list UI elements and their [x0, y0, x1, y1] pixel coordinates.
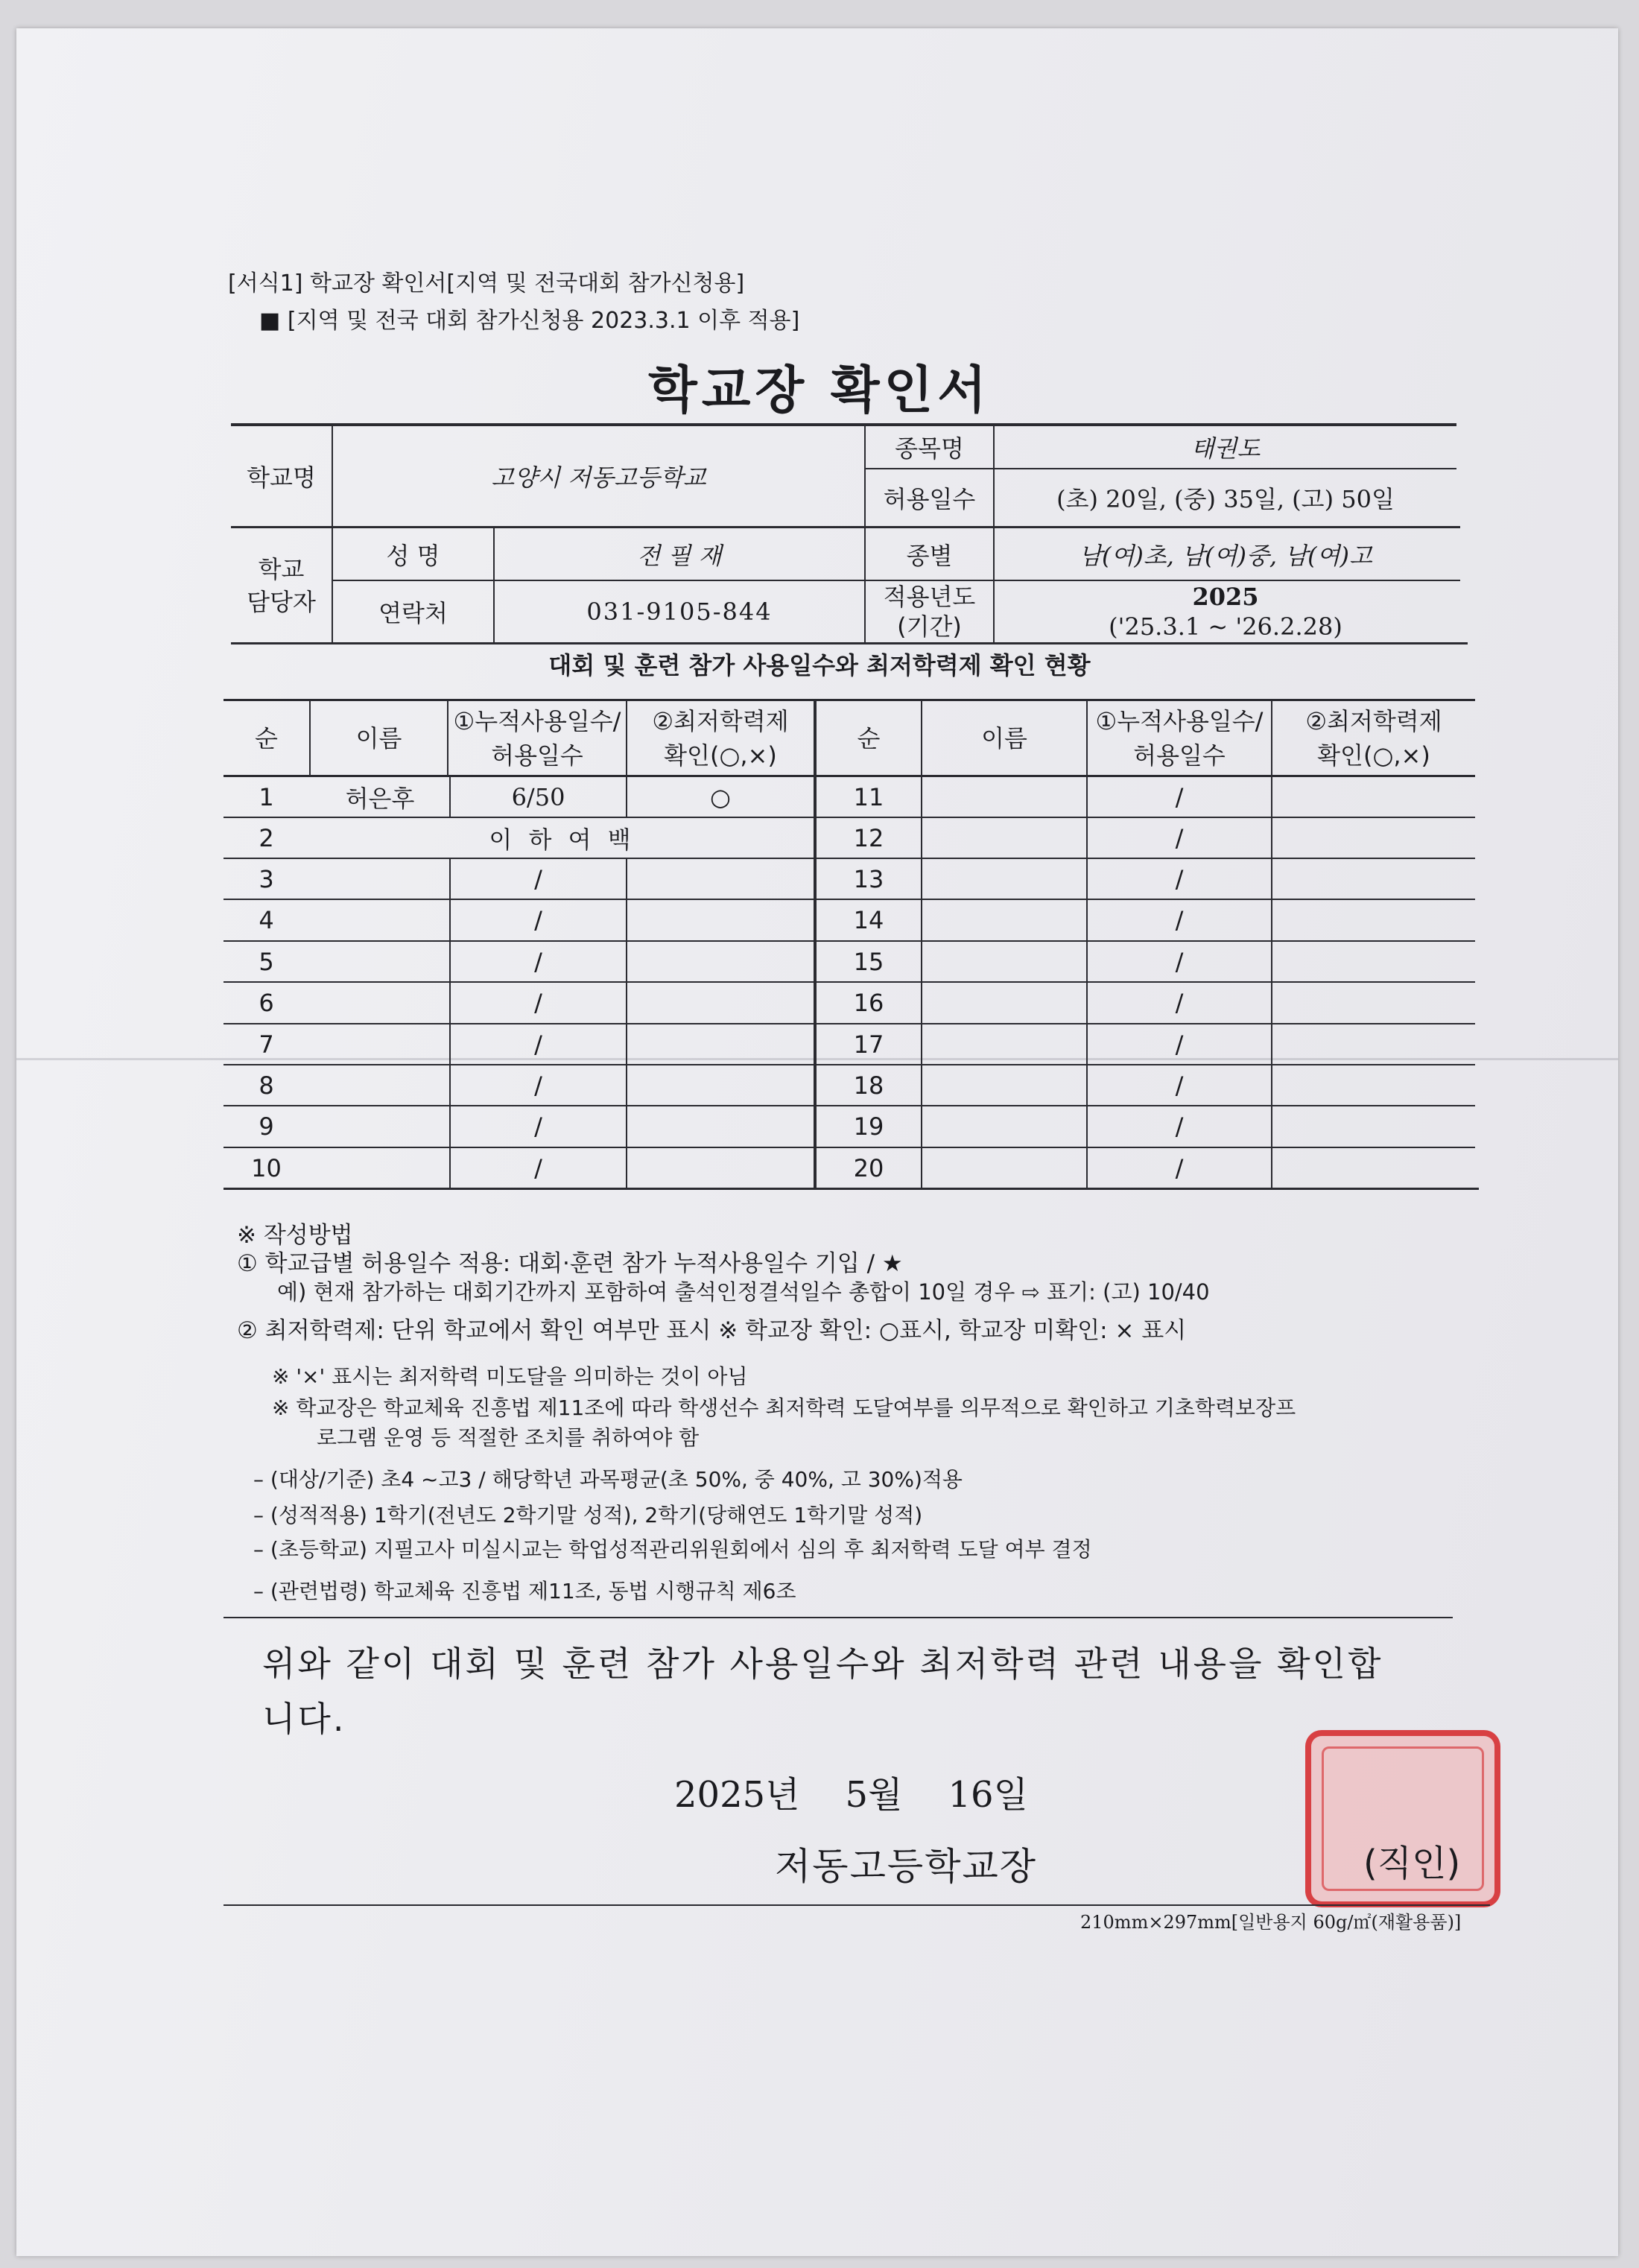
- cumulative-days: /: [534, 1071, 542, 1100]
- academic-check: ○: [710, 782, 731, 811]
- row-number: 9: [259, 1112, 274, 1141]
- cumulative-days: /: [1175, 989, 1184, 1017]
- row-number: 13: [853, 864, 884, 893]
- row-number: 3: [259, 864, 274, 893]
- name-value: 전 필 재: [637, 541, 722, 570]
- header-no-right: 순: [857, 723, 881, 753]
- notes-heading: ※ 작성방법: [237, 1222, 353, 1249]
- remaining-blank-note: 이 하 여 백: [489, 825, 635, 854]
- contact-value: 031-9105-844: [586, 598, 773, 626]
- row-number: 5: [259, 947, 274, 976]
- row-number: 1: [259, 782, 274, 811]
- year-period: ('25.3.1 ~ '26.2.28): [1109, 612, 1342, 641]
- row-number: 16: [853, 989, 884, 1017]
- seal-label: (직인): [1363, 1843, 1461, 1884]
- row-number: 8: [259, 1071, 274, 1100]
- cumulative-days: /: [534, 989, 542, 1017]
- sport-value: 태권도: [1191, 434, 1261, 463]
- note-1: ① 학교급별 허용일수 적용: 대회·훈련 참가 누적사용일수 기입 / ★: [237, 1250, 903, 1277]
- cumulative-days: /: [1175, 1030, 1184, 1059]
- header-academic-right-line1: ②최저학력제: [1305, 706, 1442, 735]
- header-no-left: 순: [255, 723, 278, 753]
- header-days-left-line1: ①누적사용일수/: [453, 706, 621, 735]
- contact-label: 연락처: [378, 599, 448, 627]
- header-days-right: [1088, 701, 1271, 775]
- header-days-right-line1: ①누적사용일수/: [1095, 706, 1264, 735]
- manager-label: [231, 528, 332, 642]
- header-academic-right-line2: 확인(○,×): [1317, 741, 1430, 770]
- row-number: 11: [853, 782, 884, 811]
- name-label: 성 명: [386, 541, 440, 570]
- row-number: 12: [853, 823, 884, 852]
- header-name-left: 이름: [355, 723, 402, 753]
- header-days-right-line2: 허용일수: [1133, 741, 1226, 770]
- row-number: 7: [259, 1030, 274, 1059]
- header-academic-left-line1: ②최저학력제: [652, 706, 789, 735]
- cumulative-days: /: [1175, 1153, 1184, 1182]
- school-name-label: 학교명: [247, 463, 316, 492]
- cumulative-days: /: [1175, 947, 1184, 976]
- row-number: 6: [259, 989, 274, 1017]
- row-number: 20: [853, 1153, 884, 1182]
- student-name: 허은후: [345, 784, 415, 813]
- year-label: [866, 581, 993, 642]
- header-name-right: 이름: [981, 723, 1027, 753]
- header-academic-right: [1272, 701, 1475, 775]
- year-label-line2: (기간): [897, 612, 962, 641]
- allowed-days-label: 허용일수: [883, 485, 976, 513]
- confirmation-statement: [262, 1636, 1383, 1746]
- status-title: 대회 및 훈련 참가 사용일수와 최저학력제 확인 현황: [548, 651, 1091, 680]
- year-label-line1: 적용년도: [883, 583, 976, 611]
- note-2-b-continued: 로그램 운영 등 적절한 조치를 취하여야 함: [317, 1425, 700, 1450]
- document-title: 학교장 확인서: [648, 361, 991, 420]
- detail-elementary: – (초등학교) 지필고사 미실시교는 학업성적관리위원회에서 심의 후 최저학력 도달 여부 결정: [253, 1537, 1092, 1562]
- applicability-note: ■ [지역 및 전국 대회 참가신청용 2023.3.1 이후 적용]: [259, 308, 800, 334]
- header-academic-left: [627, 701, 814, 775]
- cumulative-days: /: [1175, 1112, 1184, 1141]
- cumulative-days: /: [1175, 1071, 1184, 1100]
- row-number: 10: [251, 1153, 282, 1182]
- row-number: 4: [259, 906, 274, 934]
- cumulative-days: /: [534, 864, 542, 893]
- cumulative-days: /: [1175, 906, 1184, 934]
- issue-date: 2025년 5월 16일: [674, 1774, 1028, 1816]
- allowed-days-value: (초) 20일, (중) 35일, (고) 50일: [1056, 485, 1395, 513]
- row-number: 17: [853, 1030, 884, 1059]
- note-2: ② 최저학력제: 단위 학교에서 확인 여부만 표시 ※ 학교장 확인: ○표시, 학교장 미확인: × 표시: [237, 1317, 1187, 1344]
- header-days-left: [448, 701, 626, 775]
- row-number: 19: [853, 1112, 884, 1141]
- row-number: 14: [853, 906, 884, 934]
- paper-spec-footer: 210mm×297mm[일반용지 60g/㎡(재활용품)]: [1080, 1912, 1462, 1933]
- row-number: 2: [259, 823, 274, 852]
- manager-label-line2: 담당자: [247, 587, 316, 616]
- cumulative-days: /: [534, 1030, 542, 1059]
- cumulative-days: /: [1175, 823, 1184, 852]
- row-number: 15: [853, 947, 884, 976]
- principal-signature-line: 저동고등학교장: [775, 1845, 1038, 1888]
- note-1-example: 예) 현재 참가하는 대회기간까지 포함하여 출석인정결석일수 총합이 10일 경우 ⇨ 표기: (고) 10/40: [277, 1279, 1210, 1305]
- category-value: 남(여)초, 남(여)중, 남(여)고: [1079, 541, 1372, 570]
- cumulative-days: /: [534, 1153, 542, 1182]
- note-2-b: ※ 학교장은 학교체육 진흥법 제11조에 따라 학생선수 최저학력 도달여부를 의무적으로 확인하고 기초학력보장프: [272, 1396, 1296, 1420]
- school-name-value: 고양시 저동고등학교: [491, 463, 706, 492]
- cumulative-days: /: [1175, 864, 1184, 893]
- detail-target: – (대상/기준) 초4 ~고3 / 해당학년 과목평균(초 50%, 중 40%, 고 30%)적용: [253, 1467, 963, 1492]
- sport-label: 종목명: [895, 434, 964, 463]
- confirmation-line-2: 니다.: [262, 1699, 346, 1739]
- year-value: [995, 581, 1456, 642]
- note-2-a: ※ '×' 표시는 최저학력 미도달을 의미하는 것이 아님: [272, 1364, 748, 1389]
- cumulative-days: /: [534, 947, 542, 976]
- header-days-left-line2: 허용일수: [491, 741, 583, 770]
- confirmation-line-1: 위와 같이 대회 및 훈련 참가 사용일수와 최저학력 관련 내용을 확인합: [262, 1644, 1383, 1684]
- year-number: 2025: [1192, 583, 1259, 611]
- cumulative-days: /: [1175, 782, 1184, 811]
- row-number: 18: [853, 1071, 884, 1100]
- cumulative-days: 6/50: [511, 782, 565, 811]
- cumulative-days: /: [534, 906, 542, 934]
- form-label: [서식1] 학교장 확인서[지역 및 전국대회 참가신청용]: [228, 270, 745, 297]
- category-label: 종별: [906, 541, 953, 570]
- detail-grades: – (성적적용) 1학기(전년도 2학기말 성적), 2학기(당해연도 1학기말 성적): [253, 1503, 923, 1527]
- header-academic-left-line2: 확인(○,×): [664, 741, 777, 770]
- manager-label-line1: 학교: [258, 554, 305, 583]
- detail-law: – (관련법령) 학교체육 진흥법 제11조, 동법 시행규칙 제6조: [253, 1579, 796, 1603]
- cumulative-days: /: [534, 1112, 542, 1141]
